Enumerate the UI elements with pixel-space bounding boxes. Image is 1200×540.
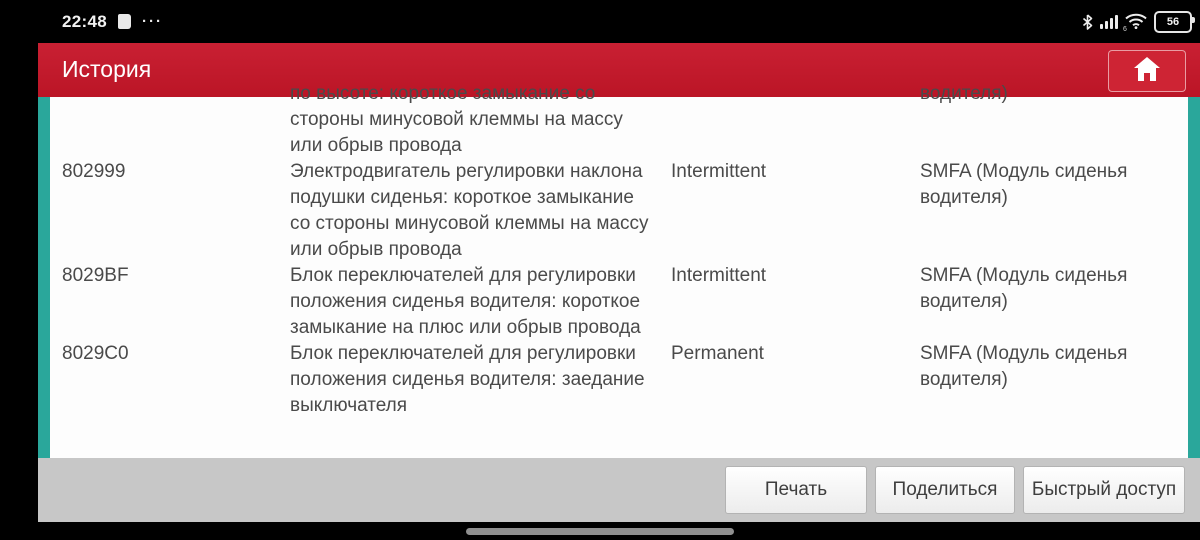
page-title: История [62, 56, 152, 82]
desc-line: со стороны минусовой клеммы на массу [290, 213, 649, 234]
gesture-nav-bar [0, 522, 1200, 540]
module-line: SMFA (Модуль сиденья [920, 161, 1128, 182]
desc-line: положения сиденья водителя: заедание [290, 369, 645, 390]
quick-access-button[interactable]: Быстрый доступ [1023, 466, 1185, 514]
home-indicator[interactable] [466, 528, 734, 535]
dtc-description [290, 81, 670, 159]
desc-line: стороны минусовой клеммы на массу [290, 109, 623, 130]
more-dots-icon: ··· [141, 13, 163, 30]
bluetooth-icon [1082, 14, 1093, 30]
scrollbar-left[interactable] [38, 97, 50, 458]
module-line: водителя) [920, 291, 1008, 312]
table-row[interactable] [38, 263, 1200, 341]
bottom-toolbar [38, 458, 1200, 522]
module-line: SMFA (Модуль сиденья [920, 343, 1128, 364]
module-line: SMFA (Модуль сиденья [920, 265, 1128, 286]
desc-line: замыкание на плюс или обрыв провода [290, 317, 641, 338]
dtc-status: Intermittent [671, 161, 767, 182]
desc-line: Блок переключателей для регулировки [290, 343, 636, 364]
dtc-code: 8029C0 [62, 343, 129, 364]
module-line: водителя) [920, 369, 1008, 390]
status-bar-right [1082, 0, 1192, 43]
desc-line: Электродвигатель регулировки наклона [290, 161, 643, 182]
dtc-module [920, 263, 1160, 315]
dtc-table [38, 81, 1200, 419]
signal-bars-icon [1100, 15, 1118, 29]
note-icon [118, 14, 131, 29]
battery-icon [1154, 11, 1192, 33]
dtc-code: 802999 [62, 161, 126, 182]
table-row[interactable] [38, 341, 1200, 419]
scrollbar-right[interactable] [1188, 97, 1200, 458]
status-bar [0, 0, 1200, 43]
dtc-status: Permanent [671, 343, 764, 364]
wifi-icon [1125, 13, 1147, 31]
desc-line: Блок переключателей для регулировки [290, 265, 636, 286]
print-button[interactable]: Печать [725, 466, 867, 514]
module-line: водителя) [920, 83, 1008, 104]
dtc-description [290, 263, 670, 341]
dtc-module [920, 341, 1160, 393]
table-row[interactable] [38, 81, 1200, 159]
desc-line: или обрыв провода [290, 239, 462, 260]
dtc-description [290, 159, 670, 263]
battery-percent: 56 [1166, 15, 1180, 28]
table-row[interactable] [38, 159, 1200, 263]
desc-line: или обрыв провода [290, 135, 462, 156]
module-line: водителя) [920, 187, 1008, 208]
dtc-description [290, 341, 670, 419]
wifi-6-label: 6 [1123, 25, 1128, 33]
desc-line: по высоте: короткое замыкание со [290, 83, 596, 104]
dtc-status: Intermittent [671, 265, 767, 286]
desc-line: положения сиденья водителя: короткое [290, 291, 641, 312]
dtc-module [920, 81, 1160, 107]
dtc-code: 8029BF [62, 265, 129, 286]
share-button[interactable]: Поделиться [875, 466, 1015, 514]
history-table[interactable] [38, 83, 1200, 458]
clock: 22:48 [62, 11, 107, 31]
dtc-module [920, 159, 1160, 211]
desc-line: подушки сиденья: короткое замыкание [290, 187, 634, 208]
status-bar-left [62, 0, 163, 43]
desc-line: выключателя [290, 395, 408, 416]
